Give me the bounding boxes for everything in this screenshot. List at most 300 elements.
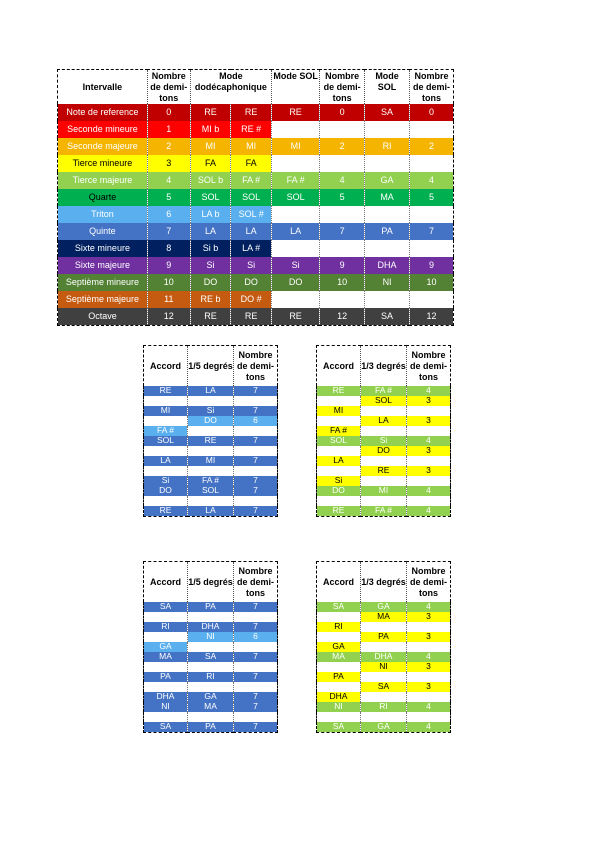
chord-note: Si (144, 476, 188, 486)
chord-row (144, 426, 278, 436)
chord-degree: Si (361, 436, 407, 446)
interval-name: Octave (58, 308, 148, 326)
chord-degree: FA # (188, 476, 234, 486)
chord-note: SOL (317, 436, 361, 446)
interval-name: Seconde majeure (58, 138, 148, 155)
chord-semitones (407, 642, 451, 652)
chord-degree: LA (188, 386, 234, 396)
chord-row (317, 386, 451, 396)
interval-cell: 4 (320, 172, 365, 189)
chord-semitones: 7 (234, 722, 278, 733)
interval-cell: Si (272, 257, 320, 274)
chord-note (317, 612, 361, 622)
chord-row (144, 436, 278, 446)
interval-row (58, 274, 454, 291)
interval-cell (410, 121, 454, 138)
interval-cell: Si b (190, 240, 231, 257)
chord-semitones: 4 (407, 506, 451, 517)
interval-cell (365, 291, 410, 308)
chord-note: FA # (144, 426, 188, 436)
interval-cell (365, 206, 410, 223)
chord-note: DHA (144, 692, 188, 702)
chord-note: RE (144, 386, 188, 396)
chord-degree: MA (188, 702, 234, 712)
interval-cell: 9 (147, 257, 190, 274)
interval-cell: 12 (410, 308, 454, 326)
chord-degree: GA (361, 722, 407, 733)
chord-row (317, 622, 451, 632)
header-demitons: Nombre de demi-tons (407, 562, 451, 602)
interval-cell (410, 155, 454, 172)
chord-note (144, 662, 188, 672)
chord-row (317, 652, 451, 662)
interval-cell: MI (231, 138, 272, 155)
interval-cell: DHA (365, 257, 410, 274)
chord-note (144, 712, 188, 722)
interval-row (58, 172, 454, 189)
header-demitons: Nombre de demi-tons (234, 562, 278, 602)
chord-note: MA (317, 652, 361, 662)
chord-degree (188, 496, 234, 506)
header-mode-sol: Mode SOL (272, 70, 320, 105)
interval-cell: NI (365, 274, 410, 291)
chord-semitones: 7 (234, 692, 278, 702)
chord-row (317, 662, 451, 672)
interval-cell (365, 121, 410, 138)
chord-degree: DHA (188, 622, 234, 632)
chord-row (317, 396, 451, 406)
interval-cell (365, 155, 410, 172)
interval-cell: LA b (190, 206, 231, 223)
chord-semitones: 3 (407, 682, 451, 692)
chord-note: SA (144, 722, 188, 733)
interval-row (58, 308, 454, 326)
chord-note: Si (317, 476, 361, 486)
chord-semitones: 4 (407, 722, 451, 733)
chord-degree: RE (361, 466, 407, 476)
interval-cell (410, 206, 454, 223)
chord-degree: GA (361, 602, 407, 612)
chord-semitones (407, 622, 451, 632)
chord-row (144, 692, 278, 702)
interval-cell (320, 121, 365, 138)
chord-semitones (234, 642, 278, 652)
interval-row (58, 223, 454, 240)
chord-row (317, 446, 451, 456)
header-demitons: Nombre de demi-tons (147, 70, 190, 105)
chord-semitones: 7 (234, 386, 278, 396)
interval-name: Sixte majeure (58, 257, 148, 274)
interval-cell: 10 (147, 274, 190, 291)
interval-row (58, 121, 454, 138)
chord-semitones: 7 (234, 476, 278, 486)
chord-row (317, 612, 451, 622)
interval-cell: PA (365, 223, 410, 240)
chord-semitones: 7 (234, 406, 278, 416)
interval-cell: 8 (147, 240, 190, 257)
interval-cell: 2 (147, 138, 190, 155)
chord-degree: SA (361, 682, 407, 692)
interval-cell: SOL (272, 189, 320, 206)
chord-row (317, 456, 451, 466)
interval-cell: 12 (320, 308, 365, 326)
interval-name: Tierce majeure (58, 172, 148, 189)
interval-name: Tierce mineure (58, 155, 148, 172)
chord-semitones: 4 (407, 652, 451, 662)
interval-cell: 9 (410, 257, 454, 274)
interval-cell: RE (231, 308, 272, 326)
chord-note: PA (144, 672, 188, 682)
chord-semitones (234, 682, 278, 692)
interval-cell: DO (190, 274, 231, 291)
chord-row (144, 652, 278, 662)
chord-note: DO (144, 486, 188, 496)
interval-cell: 2 (410, 138, 454, 155)
chord-row (144, 642, 278, 652)
interval-cell: 11 (147, 291, 190, 308)
chord-degree (361, 622, 407, 632)
chord-semitones: 3 (407, 612, 451, 622)
interval-row (58, 138, 454, 155)
chord-row (144, 602, 278, 612)
interval-row (58, 189, 454, 206)
chord-table-thirds-indian (316, 561, 451, 733)
chord-row (144, 466, 278, 476)
chord-note (144, 416, 188, 426)
interval-row (58, 291, 454, 308)
chord-note: GA (317, 642, 361, 652)
chord-semitones: 6 (234, 416, 278, 426)
interval-cell (410, 240, 454, 257)
chord-semitones: 7 (234, 622, 278, 632)
interval-cell: 0 (147, 104, 190, 121)
chord-row (144, 396, 278, 406)
chord-semitones (407, 672, 451, 682)
interval-cell: SOL (231, 189, 272, 206)
chord-semitones (234, 712, 278, 722)
chord-row (317, 486, 451, 496)
interval-cell: 7 (320, 223, 365, 240)
chord-note (144, 612, 188, 622)
header-demitons-3: Nombre de demi-tons (410, 70, 454, 105)
chord-row (144, 672, 278, 682)
interval-cell: RE (190, 104, 231, 121)
chord-note: MI (144, 406, 188, 416)
chord-degree: FA # (361, 386, 407, 396)
chord-degree: PA (361, 632, 407, 642)
chord-semitones (407, 712, 451, 722)
interval-name: Quinte (58, 223, 148, 240)
interval-cell: SOL b (190, 172, 231, 189)
interval-cell: RE (190, 308, 231, 326)
chord-row (144, 476, 278, 486)
interval-row (58, 155, 454, 172)
header-mode-sol-2: Mode SOL (365, 70, 410, 105)
interval-cell: MA (365, 189, 410, 206)
interval-cell: 7 (147, 223, 190, 240)
chord-degree (361, 426, 407, 436)
interval-cell: LA (190, 223, 231, 240)
chord-note: RE (317, 506, 361, 517)
chord-row (144, 496, 278, 506)
chord-degree: LA (188, 506, 234, 517)
chord-degree: DO (188, 416, 234, 426)
interval-cell: 9 (320, 257, 365, 274)
interval-cell: LA # (231, 240, 272, 257)
chord-note: FA # (317, 426, 361, 436)
chord-degree (188, 662, 234, 672)
chord-semitones: 4 (407, 702, 451, 712)
chord-note: LA (317, 456, 361, 466)
chord-degree (188, 446, 234, 456)
chord-degree: MI (188, 456, 234, 466)
interval-name: Triton (58, 206, 148, 223)
chord-semitones (407, 476, 451, 486)
interval-cell: MI (190, 138, 231, 155)
chord-note: RI (317, 622, 361, 632)
interval-cell: Si (190, 257, 231, 274)
chord-semitones: 7 (234, 702, 278, 712)
chord-degree: SOL (361, 396, 407, 406)
interval-cell: FA # (231, 172, 272, 189)
header-accord: Accord (144, 346, 188, 386)
chord-row (144, 712, 278, 722)
chord-row (317, 466, 451, 476)
chord-semitones: 7 (234, 506, 278, 517)
intervals-table (57, 69, 454, 326)
chord-semitones: 7 (234, 436, 278, 446)
interval-cell: RE (231, 104, 272, 121)
chord-row (317, 712, 451, 722)
chord-degree (188, 712, 234, 722)
chord-degree (361, 642, 407, 652)
chord-row (317, 692, 451, 702)
interval-cell: 5 (320, 189, 365, 206)
chord-row (144, 662, 278, 672)
chord-semitones: 3 (407, 396, 451, 406)
chord-row (317, 476, 451, 486)
chord-degree: RI (188, 672, 234, 682)
interval-cell: 1 (147, 121, 190, 138)
interval-cell: LA (272, 223, 320, 240)
chord-row (317, 642, 451, 652)
header-demitons-2: Nombre de demi-tons (320, 70, 365, 105)
chord-degree: MI (361, 486, 407, 496)
header-accord: Accord (144, 562, 188, 602)
interval-cell: 12 (147, 308, 190, 326)
chord-semitones: 7 (234, 652, 278, 662)
interval-row (58, 206, 454, 223)
chord-row (144, 386, 278, 396)
chord-semitones: 3 (407, 446, 451, 456)
chord-note: SA (317, 722, 361, 733)
chord-semitones (234, 446, 278, 456)
interval-cell: SA (365, 308, 410, 326)
interval-cell: 6 (147, 206, 190, 223)
interval-cell: DO # (231, 291, 272, 308)
interval-cell: RE (272, 104, 320, 121)
chord-table-thirds-western (316, 345, 451, 517)
chord-semitones: 4 (407, 602, 451, 612)
chord-degree: NI (361, 662, 407, 672)
chord-degree: DHA (361, 652, 407, 662)
interval-cell: 4 (410, 172, 454, 189)
chord-row (144, 506, 278, 517)
chord-row (317, 722, 451, 733)
interval-cell (365, 240, 410, 257)
header-mode-dodecaphonique: Mode dodécaphonique (190, 70, 271, 105)
chord-table-fifths-western (143, 345, 278, 517)
chord-row (144, 632, 278, 642)
chord-row (317, 416, 451, 426)
chord-note: RE (144, 506, 188, 517)
chord-semitones: 6 (234, 632, 278, 642)
chord-semitones (234, 426, 278, 436)
interval-name: Seconde mineure (58, 121, 148, 138)
interval-cell (320, 155, 365, 172)
chord-row (144, 622, 278, 632)
chord-degree: SOL (188, 486, 234, 496)
chord-degree: Si (188, 406, 234, 416)
chord-note (317, 496, 361, 506)
chord-degree (361, 496, 407, 506)
interval-cell (320, 240, 365, 257)
interval-cell: SOL # (231, 206, 272, 223)
interval-name: Note de reference (58, 104, 148, 121)
chord-semitones: 4 (407, 436, 451, 446)
interval-cell (320, 291, 365, 308)
interval-cell: MI (272, 138, 320, 155)
chord-row (144, 722, 278, 733)
chord-row (144, 406, 278, 416)
chord-note: SA (317, 602, 361, 612)
chord-note (317, 682, 361, 692)
chord-degree (188, 396, 234, 406)
interval-cell: 0 (320, 104, 365, 121)
chord-degree: LA (361, 416, 407, 426)
chord-semitones (407, 406, 451, 416)
chord-semitones (234, 466, 278, 476)
header-degres: 1/3 degrés (361, 562, 407, 602)
chord-row (144, 456, 278, 466)
chord-degree: RI (361, 702, 407, 712)
interval-cell (272, 291, 320, 308)
chord-note (317, 466, 361, 476)
header-demitons: Nombre de demi-tons (234, 346, 278, 386)
chord-semitones (234, 396, 278, 406)
chord-row (144, 446, 278, 456)
interval-cell: 4 (147, 172, 190, 189)
chord-note: RI (144, 622, 188, 632)
chord-row (317, 682, 451, 692)
chord-row (317, 496, 451, 506)
chord-table-fifths-indian (143, 561, 278, 733)
interval-cell (272, 155, 320, 172)
interval-name: Septième mineure (58, 274, 148, 291)
chord-note (317, 446, 361, 456)
chord-note: PA (317, 672, 361, 682)
chord-note: NI (317, 702, 361, 712)
interval-cell: DO (272, 274, 320, 291)
header-demitons: Nombre de demi-tons (407, 346, 451, 386)
interval-cell: 2 (320, 138, 365, 155)
interval-cell: 10 (410, 274, 454, 291)
chord-row (144, 416, 278, 426)
chord-semitones: 4 (407, 486, 451, 496)
chord-note: RE (317, 386, 361, 396)
chord-row (317, 506, 451, 517)
chord-row (317, 602, 451, 612)
chord-note (317, 662, 361, 672)
interval-cell: 0 (410, 104, 454, 121)
interval-row (58, 240, 454, 257)
chord-degree (361, 406, 407, 416)
header-accord: Accord (317, 562, 361, 602)
interval-cell: 7 (410, 223, 454, 240)
chord-degree (361, 692, 407, 702)
interval-cell: SA (365, 104, 410, 121)
chord-semitones: 4 (407, 386, 451, 396)
interval-cell: DO (231, 274, 272, 291)
chord-degree (361, 476, 407, 486)
interval-cell: 5 (410, 189, 454, 206)
interval-cell: Si (231, 257, 272, 274)
chord-note (144, 496, 188, 506)
chord-note (317, 712, 361, 722)
chord-note: MA (144, 652, 188, 662)
chord-row (317, 436, 451, 446)
chord-row (144, 486, 278, 496)
interval-cell: RE (272, 308, 320, 326)
chord-note (144, 446, 188, 456)
chord-semitones: 3 (407, 416, 451, 426)
header-degres: 1/3 degrés (361, 346, 407, 386)
chord-degree: PA (188, 722, 234, 733)
chord-degree: PA (188, 602, 234, 612)
chord-semitones (407, 456, 451, 466)
chord-degree: FA # (361, 506, 407, 517)
chord-row (317, 702, 451, 712)
interval-cell: FA # (272, 172, 320, 189)
chord-degree (361, 672, 407, 682)
chord-degree (188, 612, 234, 622)
interval-row (58, 104, 454, 121)
interval-cell: GA (365, 172, 410, 189)
interval-cell: FA (190, 155, 231, 172)
chord-semitones: 7 (234, 456, 278, 466)
chord-degree: RE (188, 436, 234, 446)
interval-cell: 3 (147, 155, 190, 172)
chord-note: MI (317, 406, 361, 416)
chord-note: DO (317, 486, 361, 496)
chord-semitones: 7 (234, 602, 278, 612)
chord-semitones (234, 662, 278, 672)
interval-cell: 10 (320, 274, 365, 291)
chord-note: SA (144, 602, 188, 612)
chord-semitones (407, 692, 451, 702)
interval-cell: LA (231, 223, 272, 240)
interval-cell (272, 206, 320, 223)
chord-degree (188, 682, 234, 692)
chord-row (144, 702, 278, 712)
chord-row (144, 682, 278, 692)
interval-cell: SOL (190, 189, 231, 206)
interval-cell: RE # (231, 121, 272, 138)
chord-semitones: 3 (407, 466, 451, 476)
chord-degree (188, 426, 234, 436)
chord-semitones: 7 (234, 672, 278, 682)
interval-row (58, 257, 454, 274)
